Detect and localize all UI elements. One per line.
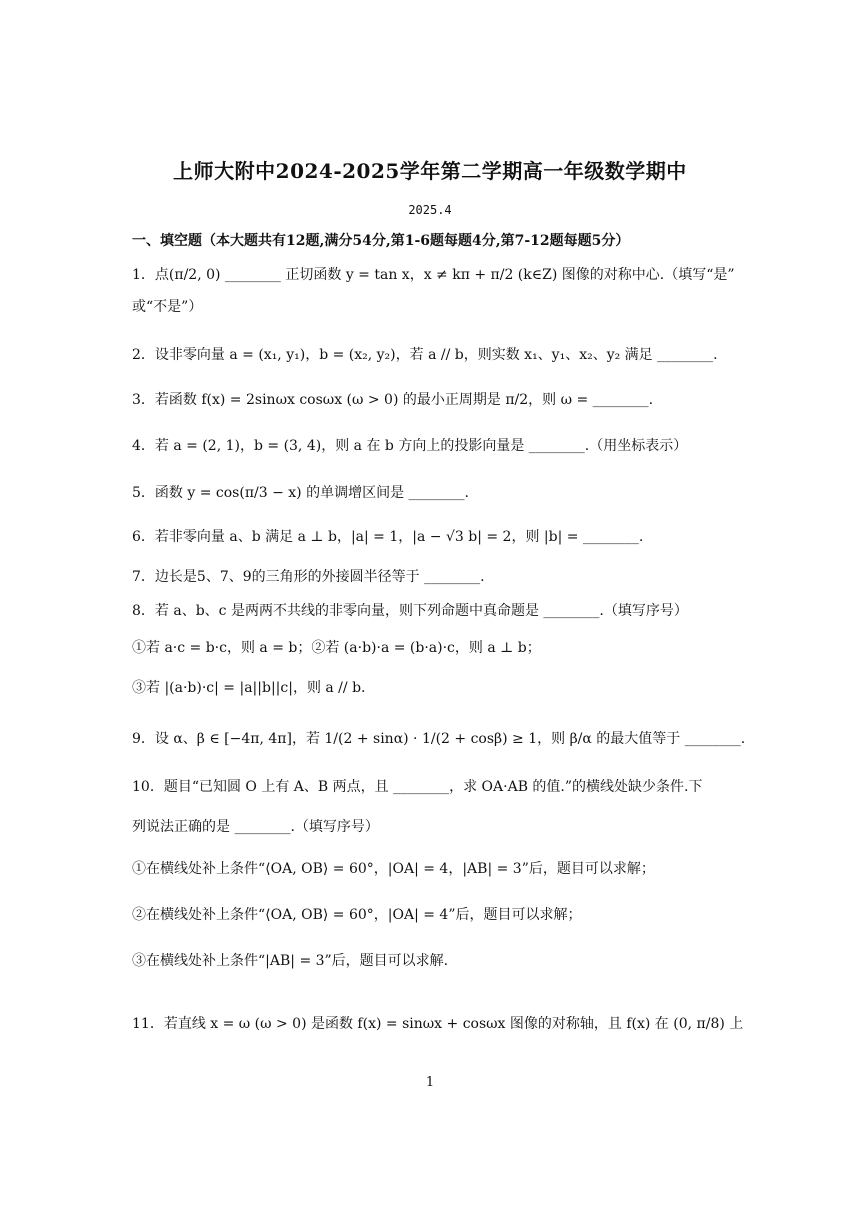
question-7: 7．边长是5、7、9的三角形的外接圆半径等于 ________. [132, 569, 485, 585]
question-line: ③若 |(a·b)·c| = |a||b||c|，则 a // b. [132, 680, 366, 696]
question-3: 3．若函数 f(x) = 2sinωx cosωx (ω > 0) 的最小正周期是 π/2，则 ω = ________. [132, 392, 654, 408]
document-title: 上师大附中2024-2025学年第二学期高一年级数学期中 [173, 159, 687, 183]
question-line: ①若 a·c = b·c，则 a = b；②若 (a·b)·a = (b·a)·c，则 a ⊥ b； [132, 640, 541, 656]
question-line: 1．点(π/2, 0) ________ 正切函数 y = tan x，x ≠ kπ + π/2 (k∈Z) 图像的对称中心.（填写“是” [132, 267, 735, 283]
section-heading: 一、填空题（本大题共有12题,满分54分,第1-6题每题4分,第7-12题每题5分） [132, 233, 630, 249]
question-line: 列说法正确的是 ________.（填写序号） [132, 819, 379, 835]
question-line: ②在横线处补上条件“⟨OA, OB⟩ = 60°，|OA| = 4”后，题目可以求解； [132, 907, 582, 923]
question-1 [132, 265, 735, 317]
question-8 [132, 601, 732, 698]
document-date: 2025.4 [408, 203, 452, 217]
question-line: 或“不是”） [132, 299, 203, 315]
question-line: ①在横线处补上条件“⟨OA, OB⟩ = 60°，|OA| = 4，|AB| = 3”后，题目可以求解； [132, 861, 655, 877]
page-number: 1 [425, 1075, 435, 1090]
question-9: 9．设 α、β ∈ [−4π, 4π]，若 1/(2 + sinα) · 1/(2 + cosβ) ≥ 1，则 β/α 的最大值等于 ________. [132, 731, 746, 747]
question-line: ③在横线处补上条件“|AB| = 3”后，题目可以求解. [132, 953, 449, 969]
question-10 [132, 777, 732, 971]
question-line: 10．题目“已知圆 O 上有 A、B 两点，且 ________，求 OA·AB 的值.”的横线处缺少条件.下 [132, 779, 703, 795]
question-4: 4．若 a = (2, 1)，b = (3, 4)，则 a 在 b 方向上的投影向量是 ________.（用坐标表示） [132, 438, 688, 454]
question-line: 8．若 a、b、c 是两两不共线的非零向量，则下列命题中真命题是 ________.（填写序号） [132, 603, 688, 619]
question-11: 11．若直线 x = ω (ω > 0) 是函数 f(x) = sinωx + cosωx 图像的对称轴，且 f(x) 在 (0, π/8) 上 [132, 1016, 744, 1032]
question-5: 5．函数 y = cos(π/3 − x) 的单调增区间是 ________. [132, 485, 469, 501]
question-6: 6．若非零向量 a、b 满足 a ⊥ b，|a| = 1，|a − √3 b| = 2，则 |b| = ________. [132, 529, 644, 545]
question-2: 2．设非零向量 a = (x₁, y₁)，b = (x₂, y₂)，若 a // b，则实数 x₁、y₁、x₂、y₂ 满足 ________. [132, 347, 718, 363]
